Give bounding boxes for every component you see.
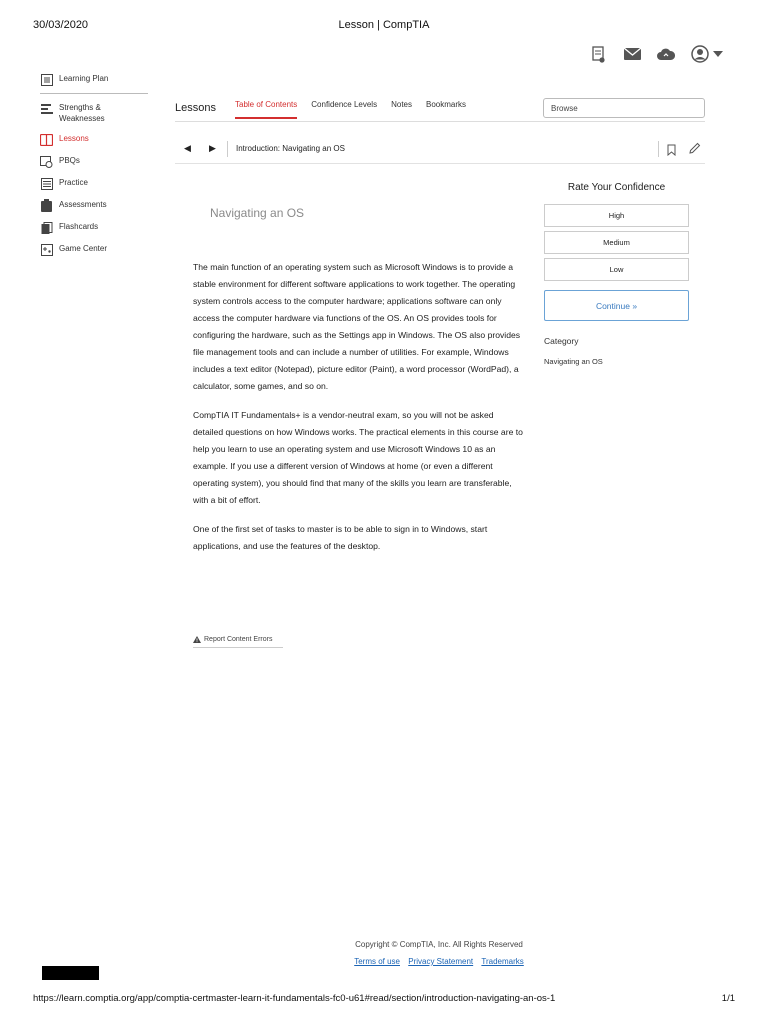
- next-arrow-icon[interactable]: ▶: [209, 143, 216, 153]
- continue-button[interactable]: Continue »: [544, 290, 689, 321]
- sidebar-item-lessons[interactable]: [40, 133, 148, 146]
- sidebar-item-assessments[interactable]: [40, 199, 148, 212]
- tab-notes[interactable]: Notes: [391, 100, 412, 109]
- report-content-errors-link[interactable]: [193, 636, 283, 648]
- lesson-navbar: [175, 136, 705, 164]
- tab-table-of-contents[interactable]: Table of Contents: [235, 100, 297, 119]
- sidebar-item-label: Assessments: [59, 200, 107, 209]
- sidebar-item-label: PBQs: [59, 156, 80, 165]
- footer-links: [0, 957, 768, 966]
- lesson-tabs: [235, 100, 466, 119]
- topbar-icons: [588, 44, 724, 64]
- lesson-heading: Navigating an OS: [210, 206, 305, 220]
- lessons-header: [175, 94, 705, 120]
- previous-arrow-icon[interactable]: ◀: [184, 143, 191, 153]
- sidebar-item-label: Strengths & Weaknesses: [59, 103, 105, 123]
- sidebar-item-label: Lessons: [59, 134, 89, 143]
- game-icon: [40, 243, 53, 256]
- category-label: Category: [544, 336, 579, 346]
- sidebar-item-label: Flashcards: [59, 222, 99, 231]
- pencil-icon[interactable]: [688, 142, 701, 160]
- clipboard-icon: [40, 199, 53, 212]
- document-icon[interactable]: [588, 44, 608, 64]
- caret-down-icon[interactable]: [713, 51, 723, 58]
- report-label: Report Content Errors: [204, 636, 273, 643]
- sidebar-item-pbqs[interactable]: [40, 155, 148, 168]
- bookmark-icon[interactable]: [667, 143, 676, 161]
- section-title: Introduction: Navigating an OS: [236, 144, 345, 153]
- nav-divider: [227, 141, 228, 157]
- sidebar-item-game-center[interactable]: [40, 243, 148, 256]
- nav-divider: [658, 141, 659, 157]
- sidebar-item-learning-plan[interactable]: [40, 73, 148, 86]
- header-divider: [175, 121, 705, 122]
- confidence-low-button[interactable]: Low: [544, 258, 689, 281]
- browse-input[interactable]: Browse: [543, 98, 705, 118]
- rate-confidence-title: Rate Your Confidence: [567, 182, 666, 193]
- sidebar-item-label: Learning Plan: [59, 74, 109, 83]
- confidence-medium-button[interactable]: Medium: [544, 231, 689, 254]
- print-url: https://learn.comptia.org/app/comptia-certmaster-learn-it-fundamentals-fc0-u61#read/section/introduction-navigating-an-os-1: [33, 993, 556, 1004]
- sidebar-divider: [40, 93, 148, 94]
- trademarks-link[interactable]: Trademarks: [481, 957, 524, 966]
- pbq-icon: [40, 155, 53, 168]
- print-page-number: 1/1: [721, 993, 735, 1004]
- lesson-content: [193, 259, 525, 567]
- flashcards-icon: [40, 221, 53, 234]
- page-title: Lessons: [175, 102, 216, 114]
- lesson-paragraph: One of the first set of tasks to master is to be able to sign in to Windows, start applications, and use the features of the desktop.: [193, 524, 488, 551]
- category-value: Navigating an OS: [544, 357, 603, 366]
- mail-icon[interactable]: [622, 44, 642, 64]
- learning-plan-icon: [40, 73, 53, 86]
- confidence-high-button[interactable]: High: [544, 204, 689, 227]
- print-title: Lesson | CompTIA: [338, 19, 430, 31]
- tab-confidence-levels[interactable]: Confidence Levels: [311, 100, 378, 109]
- user-icon[interactable]: [690, 44, 724, 64]
- book-icon: [40, 133, 53, 146]
- strengths-icon: [40, 102, 53, 115]
- sidebar-item-label: Practice: [59, 178, 88, 187]
- sidebar-nav: [40, 73, 148, 265]
- lesson-paragraph: The main function of an operating system such as Microsoft Windows is to provide a stable environment for different software applications to work together. The operating system controls access to the computer hardware; applications software can only access the computer hardware via functions of the OS. An OS provides tools for configuring the hardware, such as the Settings app in Windows. The OS also provides file management tools and can include a number of utilities. For example, Windows includes a text editor (Notepad), picture editor (Paint), a word processor (WordPad), a calculator, some games, and so on.: [193, 262, 521, 391]
- sidebar-item-label: Game Center: [59, 244, 108, 253]
- copyright-text: Copyright © CompTIA, Inc. All Rights Reserved: [355, 940, 523, 949]
- lesson-paragraph: CompTIA IT Fundamentals+ is a vendor-neutral exam, so you will not be asked detailed questions on how Windows works. The practical elements in this course are to help you learn to use an operating system and use Microsoft Windows 10 as an example. If you use a different version of Windows at home (or even a different operating system), you should find that many of the skills you learn are transferable, with a bit of effort.: [193, 410, 523, 505]
- print-date: 30/03/2020: [33, 19, 89, 31]
- terms-of-use-link[interactable]: Terms of use: [354, 957, 400, 966]
- cloud-icon[interactable]: [656, 44, 676, 64]
- redaction-box: [42, 966, 99, 980]
- sidebar-item-practice[interactable]: [40, 177, 148, 190]
- sidebar-item-strengths[interactable]: [40, 102, 148, 124]
- tab-bookmarks[interactable]: Bookmarks: [426, 100, 467, 109]
- warning-icon: [193, 636, 201, 643]
- privacy-statement-link[interactable]: Privacy Statement: [408, 957, 474, 966]
- practice-icon: [40, 177, 53, 190]
- sidebar-item-flashcards[interactable]: [40, 221, 148, 234]
